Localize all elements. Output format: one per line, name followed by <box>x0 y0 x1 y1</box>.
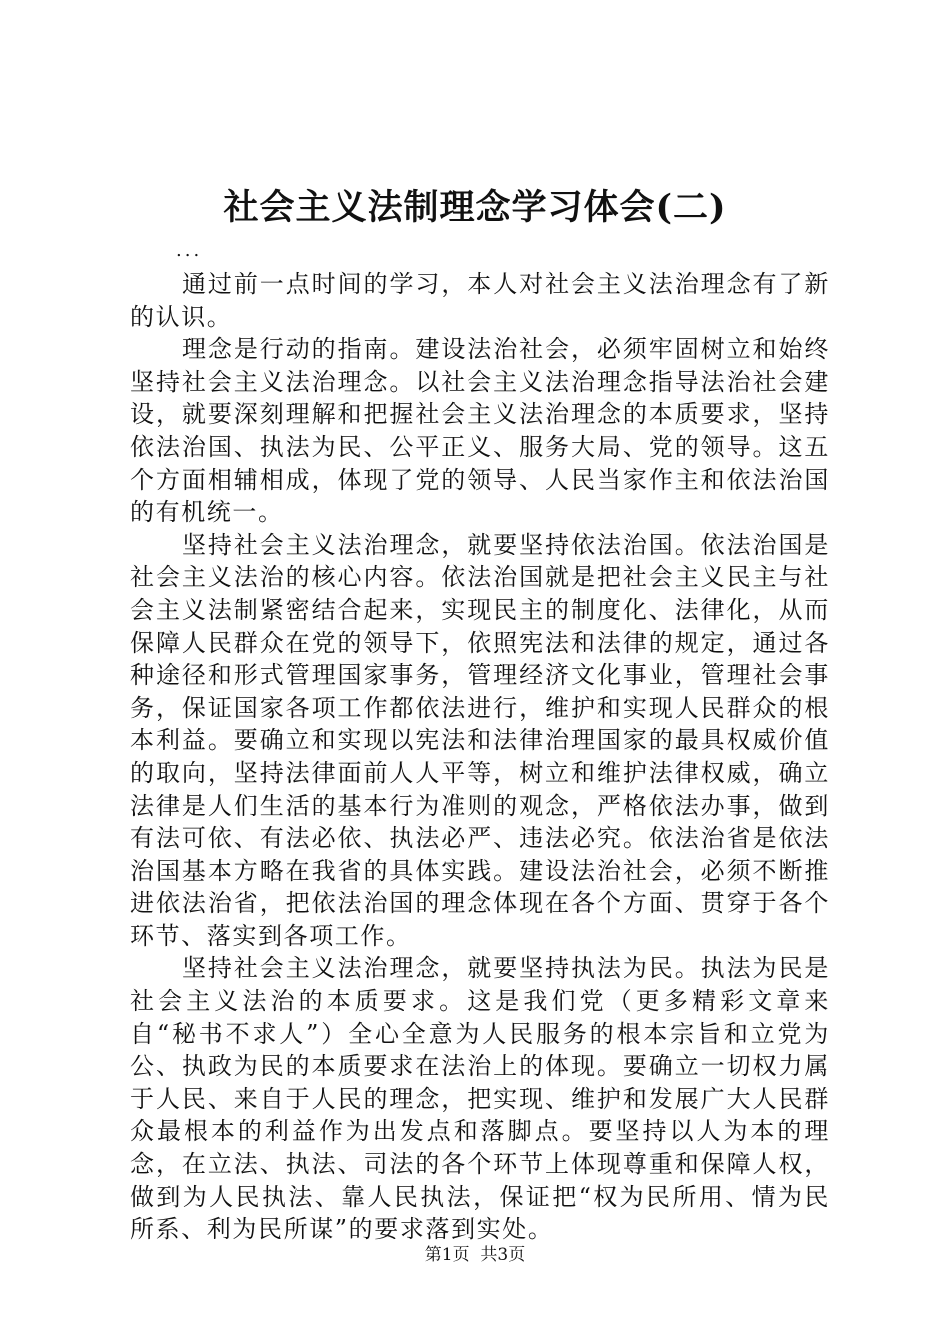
page-number-current: 第1页 <box>424 1245 470 1265</box>
page-footer <box>0 1244 950 1266</box>
paragraph-2: 理念是行动的指南。建设法治社会，必须牢固树立和始终坚持社会主义法治理念。以社会主义法治理念指导法治社会建设，就要深刻理解和把握社会主义法治理念的本质要求，坚持依法治国、执法为民、公平正义、服务大局、党的领导。这五个方面相辅相成，体现了党的领导、人民当家作主和依法治国的有机统一。 <box>130 335 830 527</box>
document-body <box>130 268 830 1246</box>
document-title: 社会主义法制理念学习体会(二) <box>223 187 727 228</box>
paragraph-4: 坚持社会主义法治理念，就要坚持执法为民。执法为民是社会主义法治的本质要求。这是我们党（更多精彩文章来自“秘书不求人”）全心全意为人民服务的根本宗旨和立党为公、执政为民的本质要求在法治上的体现。要确立一切权力属于人民、来自于人民的理念，把实现、维护和发展广大人民群众最根本的利益作为出发点和落脚点。要坚持以人为本的理念，在立法、执法、司法的各个环节上体现尊重和保障人权，做到为人民执法、靠人民执法，保证把“权为民所用、情为民所系、利为民所谋”的要求落到实处。 <box>130 954 830 1244</box>
paragraph-3: 坚持社会主义法治理念，就要坚持依法治国。依法治国是社会主义法治的核心内容。依法治国就是把社会主义民主与社会主义法制紧密结合起来，实现民主的制度化、法律化，从而保障人民群众在党的领导下，依照宪法和法律的规定，通过各种途径和形式管理国家事务，管理经济文化事业，管理社会事务，保证国家各项工作都依法进行，维护和实现人民群众的根本利益。要确立和实现以宪法和法律治理国家的最具权威价值的取向，坚持法律面前人人平等，树立和维护法律权威，确立法律是人们生活的基本行为准则的观念，严格依法办事，做到有法可依、有法必依、执法必严、违法必究。依法治省是依法治国基本方略在我省的具体实践。建设法治社会，必须不断推进依法治省，把依法治国的理念体现在各个方面、贯穿于各个环节、落实到各项工作。 <box>130 530 830 950</box>
page-number-total: 共3页 <box>480 1245 526 1265</box>
paragraph-1: 通过前一点时间的学习，本人对社会主义法治理念有了新的认识。 <box>130 270 830 331</box>
ellipsis-mark: ... <box>176 240 203 261</box>
